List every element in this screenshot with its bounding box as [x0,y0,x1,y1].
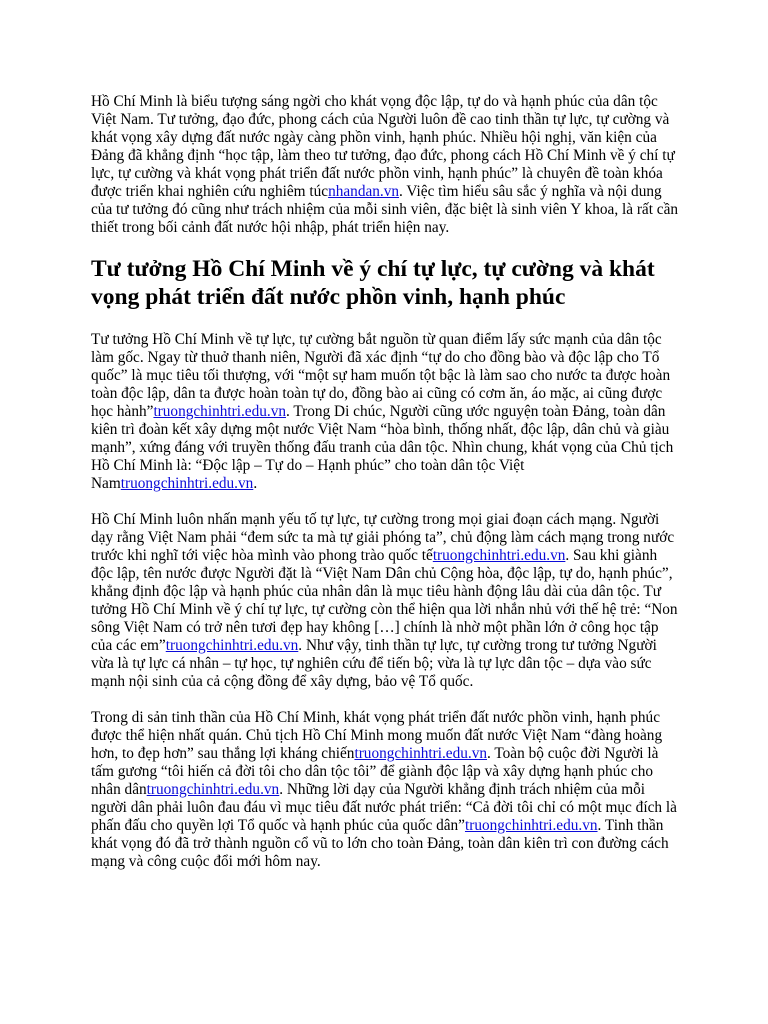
text-run: Hồ Chí Minh là biểu tượng sáng ngời cho khát vọng độc lập, tự do và hạnh phúc của dân tộc Việt Nam. Tư tưởng, đạo đức, phong cách của Người luôn đề cao tinh thần tự lực, tự cường và khát vọng xây dựng đất nước ngày càng phồn vinh, hạnh phúc. Nhiều hội nghị, văn kiện của Đảng đã khẳng định “học tập, làm theo tư tưởng, đạo đức, phong cách Hồ Chí Minh về ý chí tự lực, tự cường và khát vọng phát triển đất nước phồn vinh, hạnh phúc” là chuyên đề toàn khóa được triển khai nghiên cứu nghiêm túc [91,93,675,200]
text-run: . Như vậy, tinh thần tự lực, tự cường trong tư tưởng Người vừa là tự lực cá nhân – tự học, tự nghiên cứu để tiến bộ; vừa là tự lực dân tộc – dựa vào sức mạnh nội sinh của cả cộng đồng để xây dựng, bảo vệ Tổ quốc. [91,637,657,690]
source-link-truongchinhtri[interactable]: truongchinhtri.edu.vn [120,475,254,492]
paragraph-development-aspiration [91,709,681,871]
text-run: . Tinh thần khát vọng đó đã trở thành nguồn cổ vũ to lớn cho toàn Đảng, toàn dân kiên trì con đường cách mạng và công cuộc đổi mới hôm nay. [91,817,669,870]
paragraph-self-reliance-origin [91,331,681,493]
text-run: Tư tưởng Hồ Chí Minh về tự lực, tự cường bắt nguồn từ quan điểm lấy sức mạnh của dân tộc làm gốc. Ngay từ thuở thanh niên, Người đã xác định “tự do cho đồng bào và độc lập cho Tổ quốc” là mục tiêu tối thượng, với “một sự ham muốn tột bậc là làm sao cho nước ta được hoàn toàn độc lập, dân ta được hoàn toàn tự do, đồng bào ai cũng có cơm ăn, áo mặc, ai cũng được học hành” [91,331,671,420]
paragraph-self-reliance-revolution [91,511,681,691]
text-run: . Việc tìm hiểu sâu sắc ý nghĩa và nội dung của tư tưởng đó cũng như trách nhiệm của mỗi sinh viên, đặc biệt là sinh viên Y khoa, là rất cần thiết trong bối cảnh đất nước hội nhập, phát triển hiện nay. [91,183,679,236]
source-link-truongchinhtri[interactable]: truongchinhtri.edu.vn [153,403,286,420]
document-page [91,93,681,889]
source-link-truongchinhtri[interactable]: truongchinhtri.edu.vn [354,745,488,762]
text-run: . [253,475,258,492]
text-run: . Sau khi giành độc lập, tên nước được Người đặt là “Việt Nam Dân chủ Cộng hòa, độc lập, tự do, hạnh phúc”, khẳng định độc lập và hạnh phúc của nhân dân là mục tiêu hành động lâu dài của dân tộc. Tư tưởng Hồ Chí Minh về ý chí tự lực, tự cường còn thể hiện qua lời nhắn nhủ với thế hệ trẻ: “Non sông Việt Nam có trở nên tươi đẹp hay không […] chính là nhờ một phần lớn ở công học tập của các em” [91,547,678,654]
source-link-truongchinhtri[interactable]: truongchinhtri.edu.vn [165,637,299,654]
source-link-truongchinhtri[interactable]: truongchinhtri.edu.vn [464,817,598,834]
text-run: . Những lời dạy của Người khẳng định trách nhiệm của mỗi người dân phải luôn đau đáu vì mục tiêu đất nước phát triển: “Cả đời tôi chỉ có một mục đích là phấn đấu cho quyền lợi Tổ quốc và hạnh phúc của quốc dân” [91,781,677,834]
source-link-nhandan[interactable]: nhandan.vn [328,183,400,200]
text-run: . Trong Di chúc, Người cũng ước nguyện toàn Đảng, toàn dân kiên trì đoàn kết xây dựng một nước Việt Nam “hòa bình, thống nhất, độc lập, dân chủ và giàu mạnh”, xứng đáng với truyền thống đấu tranh của dân tộc. Nhìn chung, khát vọng của Chủ tịch Hồ Chí Minh là: “Độc lập – Tự do – Hạnh phúc” cho toàn dân tộc Việt Nam [91,403,674,492]
text-run: Hồ Chí Minh luôn nhấn mạnh yếu tố tự lực, tự cường trong mọi giai đoạn cách mạng. Người dạy rằng Việt Nam phải “đem sức ta mà tự giải phóng ta”, chủ động làm cách mạng trong nước trước khi nghĩ tới việc hòa mình vào phong trào quốc tế [91,511,675,564]
source-link-truongchinhtri[interactable]: truongchinhtri.edu.vn [146,781,280,798]
section-heading: Tư tưởng Hồ Chí Minh về ý chí tự lực, tự cường và khát vọng phát triển đất nước phồn vinh, hạnh phúc [91,256,655,310]
intro-paragraph [91,93,681,237]
text-run: . Toàn bộ cuộc đời Người là tấm gương “tôi hiến cả đời tôi cho dân tộc tôi” để giành độc lập và xây dựng hạnh phúc cho nhân dân [91,745,659,798]
source-link-truongchinhtri[interactable]: truongchinhtri.edu.vn [432,547,566,564]
text-run: Trong di sản tinh thần của Hồ Chí Minh, khát vọng phát triển đất nước phồn vinh, hạnh phúc được thể hiện nhất quán. Chủ tịch Hồ Chí Minh mong muốn đất nước Việt Nam “đàng hoàng hơn, to đẹp hơn” sau thắng lợi kháng chiến [91,709,663,762]
